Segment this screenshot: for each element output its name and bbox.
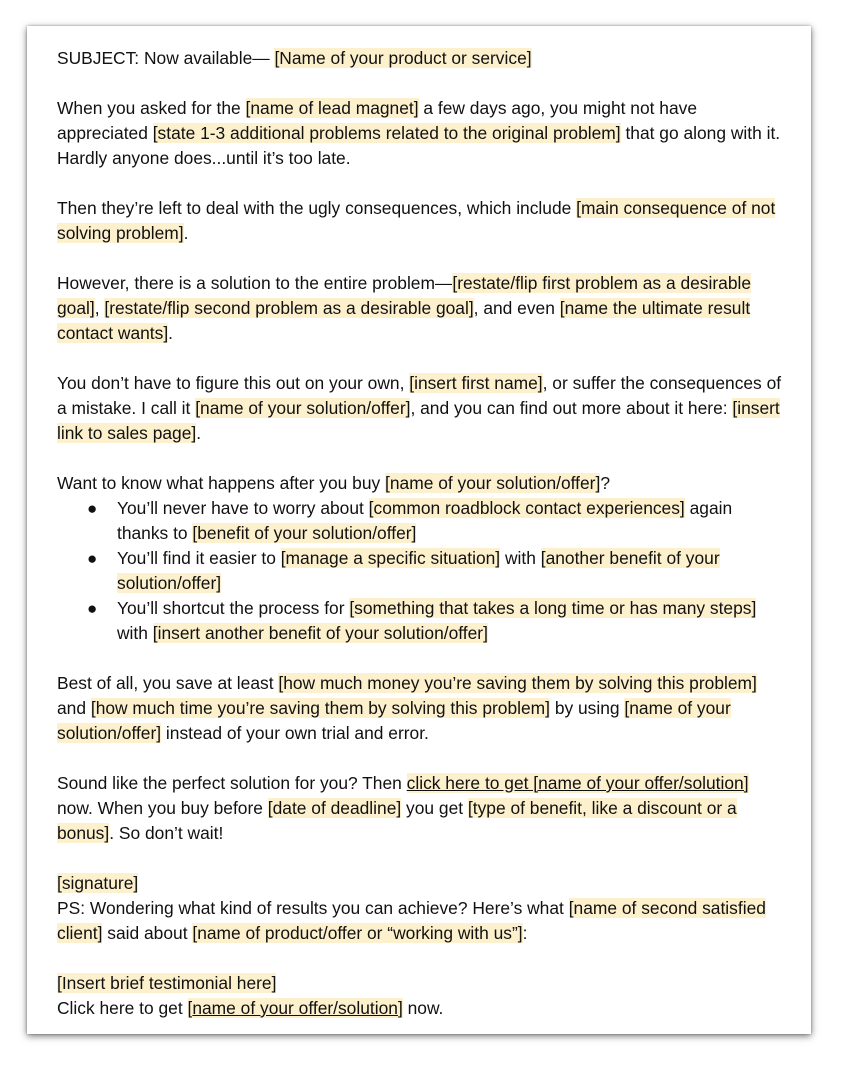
placeholder-client-name: [name of second satisfied client] [57, 898, 766, 943]
bullet-icon: ● [87, 499, 98, 518]
text: , and even [473, 298, 560, 318]
text: PS: Wondering what kind of results you can achieve? Here’s what [57, 898, 569, 918]
text: : [522, 923, 528, 943]
text: , [94, 298, 105, 318]
text: instead of your own trial and error. [161, 723, 429, 743]
text: that go along with it. Hardly anyone does...until it’s too late. [57, 123, 781, 168]
placeholder-signature: [signature] [57, 873, 139, 893]
text: Sound like the perfect solution for you? Then [57, 773, 407, 793]
paragraph-savings [57, 671, 787, 746]
placeholder-money-saved: [how much money you’re saving them by solving this problem] [278, 673, 757, 693]
bullet-icon: ● [87, 549, 98, 568]
placeholder-product-name: [Name of your product or service] [274, 48, 532, 68]
placeholder-solution-name: [name of your solution/offer] [57, 698, 731, 743]
text: ? [600, 473, 610, 493]
text: Want to know what happens after you buy [57, 473, 386, 493]
text: . [196, 423, 202, 443]
placeholder-second-goal: [restate/flip second problem as a desirable goal] [104, 298, 474, 318]
placeholder-solution-name: [name of your solution/offer] [385, 473, 601, 493]
closing-line [57, 996, 787, 1021]
placeholder-benefit-type: [type of benefit, like a discount or a bonus] [57, 798, 737, 843]
text: Best of all, you save at least [57, 673, 279, 693]
text: a few days ago, you might not have appreciated [57, 98, 697, 143]
subject-line [57, 46, 787, 71]
paragraph-benefits-intro [57, 471, 787, 496]
placeholder-main-consequence: [main consequence of not solving problem] [57, 198, 776, 243]
paragraph-solution [57, 271, 787, 346]
paragraph-call-to-action [57, 771, 787, 846]
placeholder-long-process: [something that takes a long time or has many steps] [349, 598, 757, 618]
text: you get [401, 798, 468, 818]
text: . [183, 223, 189, 243]
bracket: [ [187, 998, 193, 1018]
placeholder-sales-page-link: [insert link to sales page] [57, 398, 780, 443]
placeholder-product-offer: [name of product/offer or “working with us”] [192, 923, 523, 943]
text: again thanks to [117, 498, 733, 543]
text: When you asked for the [57, 98, 246, 118]
placeholder-ultimate-result: [name the ultimate result contact wants] [57, 298, 751, 343]
text: with [500, 548, 541, 568]
list-item [57, 546, 787, 596]
email-template-body [57, 46, 787, 1021]
placeholder-testimonial: [Insert brief testimonial here] [57, 973, 277, 993]
text: . [168, 323, 174, 343]
text: You’ll shortcut the process for [117, 598, 350, 618]
placeholder-another-benefit: [insert another benefit of your solution/offer] [152, 623, 488, 643]
testimonial-line [57, 971, 787, 996]
document-page [27, 26, 811, 1034]
placeholder-deadline: [date of deadline] [267, 798, 402, 818]
placeholder-first-name: [insert first name] [409, 373, 543, 393]
placeholder-roadblock: [common roadblock contact experiences] [368, 498, 685, 518]
text: said about [102, 923, 193, 943]
paragraph-consequences [57, 196, 787, 246]
text: . So don’t wait! [109, 823, 224, 843]
placeholder-situation: [manage a specific situation] [280, 548, 501, 568]
paragraph-offer [57, 371, 787, 446]
placeholder-solution-name: [name of your solution/offer] [195, 398, 411, 418]
benefits-list [57, 496, 787, 646]
placeholder-additional-problems: [state 1-3 additional problems related to the original problem] [152, 123, 621, 143]
paragraph-intro [57, 96, 787, 171]
paragraph-postscript [57, 896, 787, 946]
text: with [117, 623, 153, 643]
bracket: ] [397, 998, 403, 1018]
offer-link[interactable]: name of your offer/solution [192, 998, 398, 1018]
text: You don’t have to figure this out on your own, [57, 373, 410, 393]
placeholder-time-saved: [how much time you’re saving them by solving this problem] [90, 698, 550, 718]
list-item [57, 496, 787, 546]
text: Click here to get [57, 998, 188, 1018]
placeholder-benefit: [benefit of your solution/offer] [192, 523, 417, 543]
text: and [57, 698, 91, 718]
text: However, there is a solution to the entire problem— [57, 273, 453, 293]
text: , or suffer the consequences of a mistake. I call it [57, 373, 782, 418]
text: now. [402, 998, 444, 1018]
text: by using [549, 698, 625, 718]
placeholder-first-goal: [restate/flip first problem as a desirable goal] [57, 273, 752, 318]
subject-prefix: SUBJECT: Now available— [57, 48, 275, 68]
signature-line [57, 871, 787, 896]
placeholder-lead-magnet: [name of lead magnet] [245, 98, 419, 118]
list-item [57, 596, 787, 646]
text: You’ll find it easier to [117, 548, 281, 568]
placeholder-another-benefit: [another benefit of your solution/offer] [117, 548, 720, 593]
text: , and you can find out more about it here: [410, 398, 733, 418]
text: Then they’re left to deal with the ugly consequences, which include [57, 198, 577, 218]
text: now. When you buy before [57, 798, 268, 818]
text: You’ll never have to worry about [117, 498, 369, 518]
cta-link[interactable]: click here to get [name of your offer/solution] [406, 773, 749, 793]
bullet-icon: ● [87, 599, 98, 618]
